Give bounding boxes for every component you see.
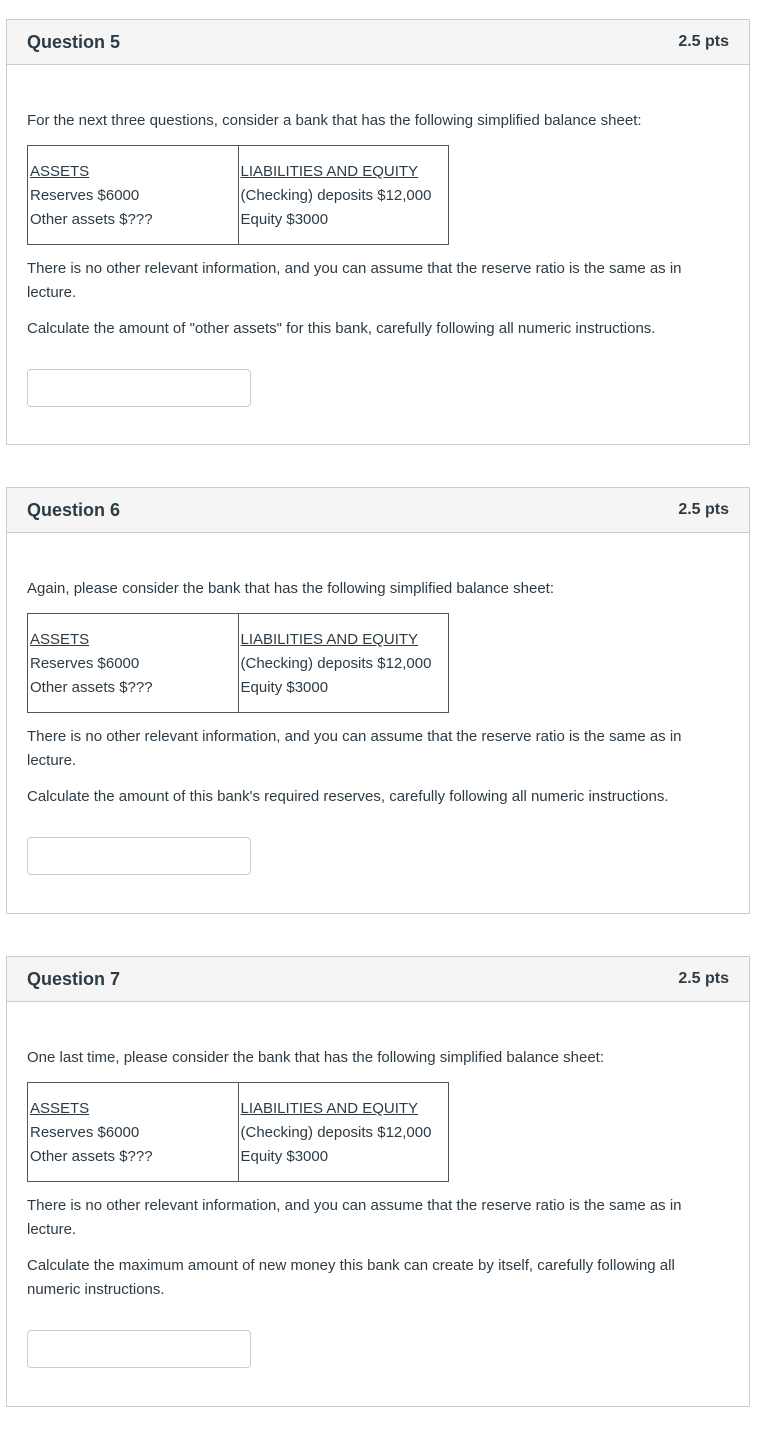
balance-sheet-table [27,145,449,245]
question-body [7,533,749,905]
assets-cell [28,614,239,713]
question-7 [6,956,750,1407]
question-6 [6,487,750,914]
question-title: Question 6 [27,499,121,520]
liabilities-cell [238,614,449,713]
assets-reserves: Reserves $6000 [30,1124,140,1141]
question-5 [6,19,750,445]
assets-header: ASSETS [30,1100,90,1117]
question-intro: For the next three questions, consider a bank that has the following simplified balance sheet: [27,112,642,129]
liabilities-cell [238,1083,449,1182]
question-intro: One last time, please consider the bank that has the following simplified balance sheet: [27,1049,605,1066]
question-header [7,957,749,1002]
question-points: 2.5 pts [678,33,729,50]
assets-other: Other assets $??? [30,1148,153,1165]
assets-reserves: Reserves $6000 [30,187,140,204]
liabilities-equity: Equity $3000 [240,1148,329,1165]
liabilities-deposits: (Checking) deposits $12,000 [240,1124,432,1141]
question-title: Question 7 [27,968,121,989]
question-points: 2.5 pts [678,970,729,987]
assets-header: ASSETS [30,631,90,648]
question-header [7,20,749,65]
liabilities-header: LIABILITIES AND EQUITY [240,1100,419,1117]
question-prompt: Calculate the amount of this bank's required reserves, carefully following all numeric instructions. [27,788,669,805]
assets-other: Other assets $??? [30,679,153,696]
assets-cell [28,146,239,245]
question-prompt: Calculate the maximum amount of new money this bank can create by itself, carefully following all numeric instructions. [27,1257,675,1298]
liabilities-deposits: (Checking) deposits $12,000 [240,655,432,672]
liabilities-cell [238,146,449,245]
question-info: There is no other relevant information, and you can assume that the reserve ratio is the same as in lecture. [27,260,682,301]
assets-other: Other assets $??? [30,211,153,228]
question-points: 2.5 pts [678,501,729,518]
question-body [7,1002,749,1398]
answer-input[interactable] [27,837,251,875]
answer-input[interactable] [27,369,251,407]
assets-cell [28,1083,239,1182]
question-info: There is no other relevant information, and you can assume that the reserve ratio is the same as in lecture. [27,728,682,769]
question-body [7,65,749,437]
question-prompt: Calculate the amount of "other assets" for this bank, carefully following all numeric instructions. [27,320,656,337]
assets-reserves: Reserves $6000 [30,655,140,672]
question-info: There is no other relevant information, and you can assume that the reserve ratio is the same as in lecture. [27,1197,682,1238]
balance-sheet-table [27,1082,449,1182]
balance-sheet-table [27,613,449,713]
question-header [7,488,749,533]
answer-input[interactable] [27,1330,251,1368]
question-title: Question 5 [27,31,121,52]
assets-header: ASSETS [30,163,90,180]
liabilities-header: LIABILITIES AND EQUITY [240,163,419,180]
liabilities-deposits: (Checking) deposits $12,000 [240,187,432,204]
liabilities-header: LIABILITIES AND EQUITY [240,631,419,648]
liabilities-equity: Equity $3000 [240,211,329,228]
liabilities-equity: Equity $3000 [240,679,329,696]
question-intro: Again, please consider the bank that has the following simplified balance sheet: [27,580,554,597]
